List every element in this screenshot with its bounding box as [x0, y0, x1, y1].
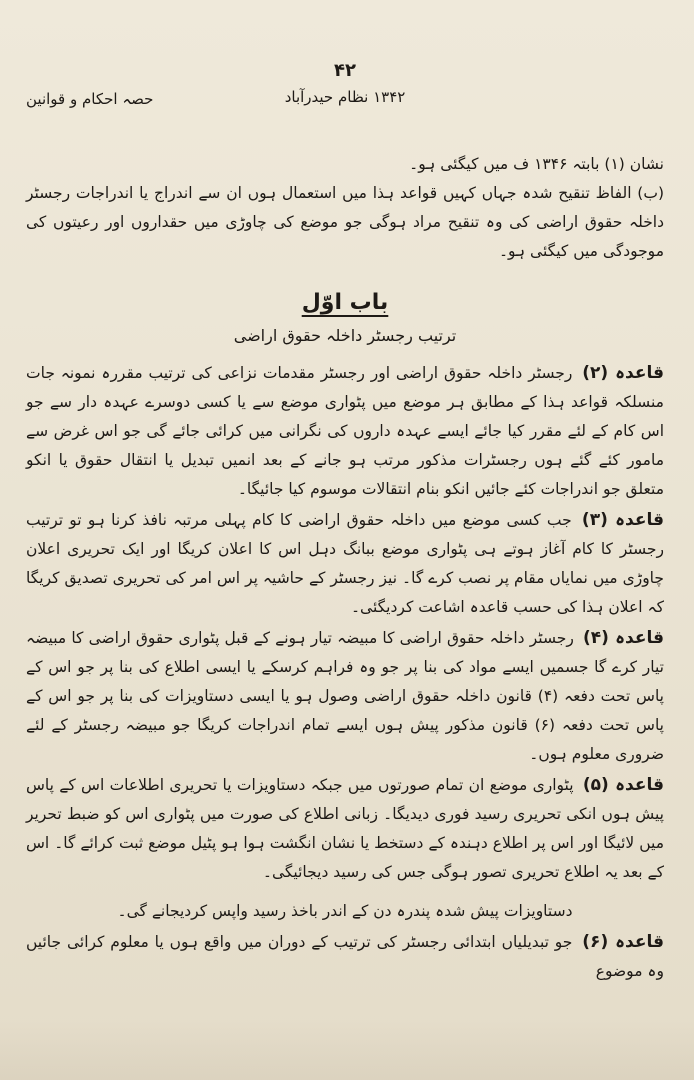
rule-text: رجسٹر داخلہ حقوق اراضی اور رجسٹر مقدمات نزاعی کی ترتیب مقررہ نمونہ جات منسلکہ قواعد ہذا کے مطابق ہر موضع میں پٹواری موضع سے یا کسی دوسرے عہدہ دار سے جو اس کام کے لئے مقرر کیا جائے ایسے عہدہ داروں کی نگرانی میں کرائی جائے گی جو اس غرض سے مامور کئے گئے ہوں رجسٹرات مذکور مرتب ہو جانے کے بعد انمیں تبدیل یا انتقال حقوق یا انکو متعلق جو اندراجات کئے جائیں انکو بنام انتقالات موسوم کیا جائیگا۔	[26, 364, 664, 498]
chapter-title: باب اوّل	[301, 290, 389, 315]
paper-shading	[0, 1020, 694, 1080]
rule-number: قاعدہ (۵)	[582, 775, 664, 795]
rule-number: قاعدہ (۳)	[581, 510, 664, 530]
definition-paragraph: (ب) الفاظ تنقیح شدہ جہاں کہیں قواعد ہذا میں استعمال ہوں ان سے اندراج یا اندراجات رجسٹر داخلہ حقوق اراضی کی وہ تنقیح مراد ہوگی جو موضع کی چاوڑی میں حقداروں اور رعیتوں کی موجودگی میں کیگئی ہو۔	[26, 184, 664, 260]
intro-line: نشان (۱) بابتہ ۱۳۴۶ ف میں کیگئی ہو۔	[409, 155, 664, 173]
section-title: حصہ احکام و قوانین	[26, 90, 154, 108]
closing-line: دستاویزات پیش شدہ پندرہ دن کے اندر باخذ رسید واپس کردیجانے گی۔	[117, 902, 573, 920]
rule-text: جو تبدیلیاں ابتدائی رجسٹر کی ترتیب کے دوران میں واقع ہوں یا معلوم کرائی جائیں وہ موضوع	[26, 933, 664, 980]
rule-paragraph	[26, 928, 664, 986]
rule-paragraph	[26, 624, 664, 769]
running-title: ۱۳۴۲ نظام حیدرآباد	[284, 88, 406, 106]
page-header	[26, 0, 664, 118]
rule-paragraph	[26, 506, 664, 622]
rule-number: قاعدہ (۴)	[583, 628, 664, 648]
rule-number: قاعدہ (۲)	[582, 363, 664, 383]
page-number: ۴۲	[334, 60, 356, 81]
rule-paragraph	[26, 771, 664, 887]
rule-text: جب کسی موضع میں داخلہ حقوق اراضی کا کام پہلی مرتبہ نافذ کرنا ہو تو ترتیب رجسٹر کا کام آغاز ہوتے ہی پٹواری موضع ببانگ دہل اس کا اعلان کریگا اور ایک تحریری اعلان چاوڑی میں نمایاں مقام پر نصب کرے گا۔ نیز رجسٹر کے حاشیہ پر اس امر کی تحریری تصدیق کریگا کہ اعلان ہذا کی حسب قاعدہ اشاعت کردیگئی۔	[26, 511, 664, 616]
rule-paragraph	[26, 359, 664, 504]
rule-text: پٹواری موضع ان تمام صورتوں میں جبکہ دستاویزات یا تحریری اطلاعات اس کے پاس پیش ہوں انکی تحریری رسید فوری دیدیگا۔ زبانی اطلاع کی صورت میں پٹواری اس کو ضبط تحریر میں لائیگا اور اس پر اطلاع دہندہ کے دستخط یا نشان انگشت ہوا ہو پٹیل موضع ثبت کرائے گا۔ اس کے بعد یہ اطلاع تحریری تصور ہوگی جس کی رسید دیجائیگی۔	[26, 776, 664, 881]
rule-number: قاعدہ (۶)	[582, 932, 664, 952]
chapter-subtitle: ترتیب رجسٹر داخلہ حقوق اراضی	[233, 326, 457, 345]
rule-text: رجسٹر داخلہ حقوق اراضی کا مبیضہ تیار ہونے کے قبل پٹواری حقوق اراضی کا مبیضہ تیار کرے گا جسمیں ایسے مواد کی بنا پر جو وہ فراہم کرسکے یا ایسی اطلاع کی بنا پر جو اس کے پاس تحت دفعہ (۴) قانون داخلہ حقوق اراضی وصول ہو یا ایسی دستاویزات کی بنا پر جو اس کے پاس تحت دفعہ (۶) قانون مذکور پیش ہوں ایسے تمام اندراجات کریگا جو مبیضہ رجسٹر کے لئے ضروری معلوم ہوں۔	[26, 629, 664, 763]
